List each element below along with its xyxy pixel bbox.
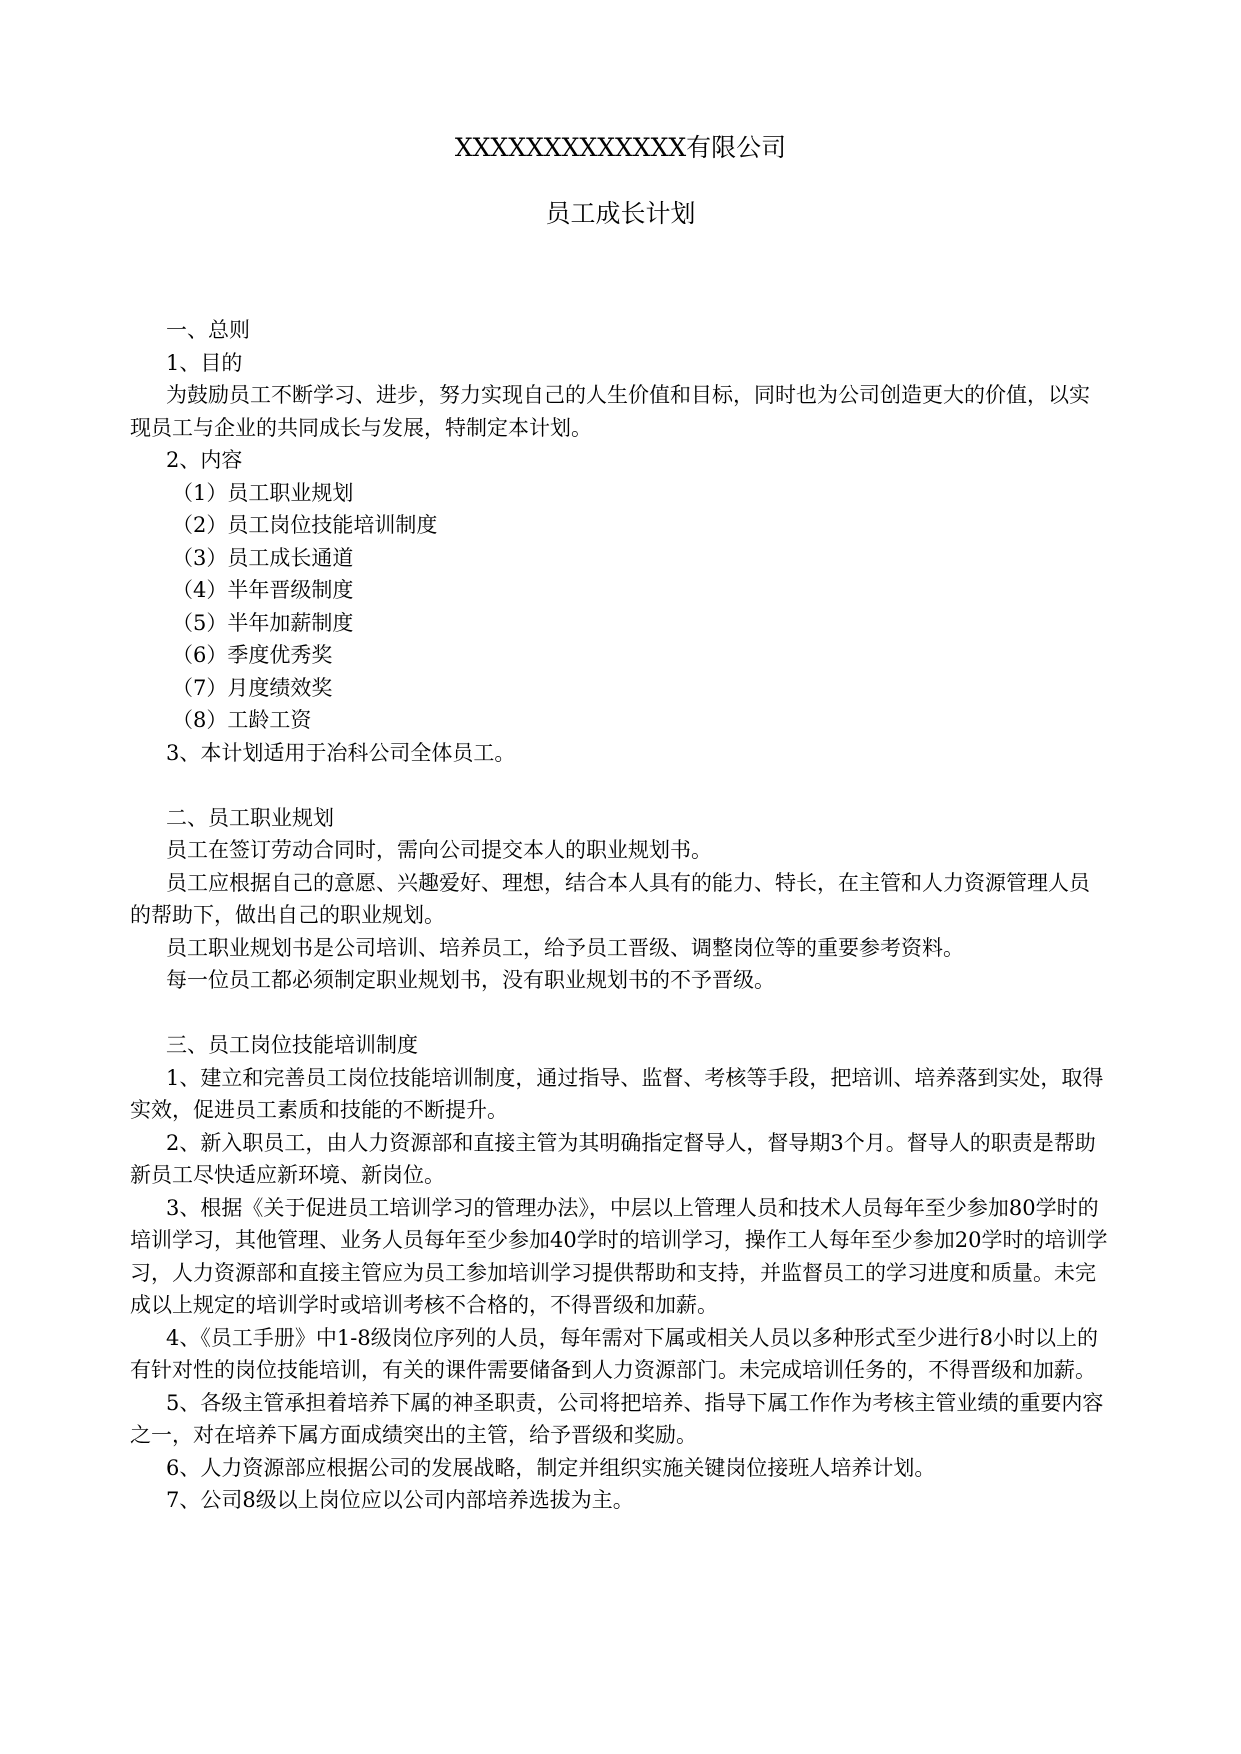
section-spacer (130, 769, 1110, 802)
list-item: （1）员工职业规划 (172, 480, 354, 505)
paragraph: 员工在签订劳动合同时，需向公司提交本人的职业规划书。 (166, 838, 712, 862)
list-item: （2）员工岗位技能培训制度 (172, 513, 438, 537)
section-heading: 二、员工职业规划 (166, 805, 334, 830)
plan-title: 员工成长计划 (545, 199, 696, 228)
paragraph: 6、人力资源部应根据公司的发展战略，制定并组织实施关键岗位接班人培养计划。 (166, 1455, 936, 1480)
paragraph: 2、新入职员工，由人力资源部和直接主管为其明确指定督导人，督导期3个月。督导人的职责是帮助新员工尽快适应新环境、新岗位。 (130, 1130, 1096, 1187)
scope-statement: 3、本计划适用于冶科公司全体员工。 (166, 740, 516, 765)
paragraph: 7、公司8级以上岗位应以公司内部培养选拔为主。 (166, 1488, 634, 1512)
paragraph: 5、各级主管承担着培养下属的神圣职责，公司将把培养、指导下属工作作为考核主管业绩的重要内容之一，对在培养下属方面成绩突出的主管，给予晋级和奖励。 (130, 1390, 1104, 1447)
subsection-heading: 1、目的 (166, 350, 243, 375)
section-heading: 一、总则 (166, 318, 250, 342)
section-heading: 三、员工岗位技能培训制度 (166, 1033, 418, 1057)
list-item: （6）季度优秀奖 (172, 643, 333, 667)
list-item: （8）工龄工资 (172, 708, 312, 732)
list-item: （5）半年加薪制度 (172, 610, 354, 635)
section-spacer (130, 997, 1110, 1030)
paragraph: 为鼓励员工不断学习、进步，努力实现自己的人生价值和目标，同时也为公司创造更大的价值，以实现员工与企业的共同成长与发展，特制定本计划。 (130, 383, 1090, 440)
paragraph: 员工职业规划书是公司培训、培养员工，给予员工晋级、调整岗位等的重要参考资料。 (166, 935, 964, 960)
subsection-heading: 2、内容 (166, 448, 243, 472)
company-title: XXXXXXXXXXXXX有限公司 (454, 133, 787, 162)
document-body (130, 314, 1110, 1517)
paragraph: 4、《员工手册》中1-8级岗位序列的人员，每年需对下属或相关人员以多种形式至少进行8小时以上的有针对性的岗位技能培训，有关的课件需要储备到人力资源部门。未完成培训任务的，不得晋级和加薪。 (130, 1325, 1099, 1382)
paragraph: 1、建立和完善员工岗位技能培训制度，通过指导、监督、考核等手段，把培训、培养落到实处，取得实效，促进员工素质和技能的不断提升。 (130, 1065, 1104, 1122)
list-item: （4）半年晋级制度 (172, 578, 354, 602)
paragraph: 每一位员工都必须制定职业规划书，没有职业规划书的不予晋级。 (166, 968, 775, 992)
paragraph: 员工应根据自己的意愿、兴趣爱好、理想，结合本人具有的能力、特长，在主管和人力资源管理人员的帮助下，做出自己的职业规划。 (130, 870, 1090, 927)
paragraph: 3、根据《关于促进员工培训学习的管理办法》，中层以上管理人员和技术人员每年至少参加80学时的培训学习，其他管理、业务人员每年至少参加40学时的培训学习，操作工人每年至少参加20学时的培训学习，人力资源部和直接主管应为员工参加培训学习提供帮助和支持，并监督员工的学习进度和质量。未完成以上规定的培训学时或培训考核不合格的，不得晋级和加薪。 (130, 1195, 1108, 1317)
list-item: （7）月度绩效奖 (172, 675, 333, 700)
list-item: （3）员工成长通道 (172, 545, 354, 570)
